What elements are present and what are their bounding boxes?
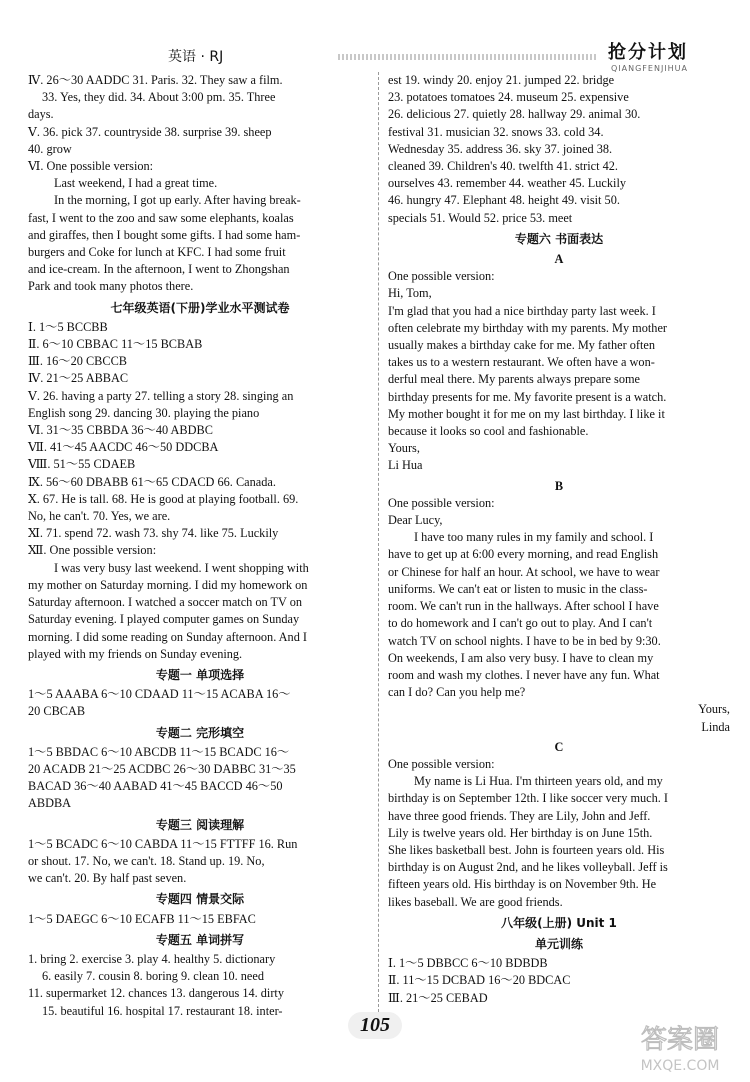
letter-greeting: Dear Lucy, [388,513,443,528]
version-label: One possible version: [388,495,495,510]
text-line: Ⅴ. 36. pick 37. countryside 38. surprise 39. sheep [28,124,272,139]
answer-line: 15. beautiful 16. hospital 17. restaurant 18. inter- [42,1003,283,1018]
answer-line: 1～5 AAABA 6～10 CDAAD 11～15 ACABA 16～ [28,687,291,702]
section-title: 专题六 书面表达 [514,231,604,246]
essay-line: birthday is on August 2nd, and he likes volleyball. Jeff is [388,860,668,875]
essay-line: She likes basketball best. John is fourteen years old. His [388,842,665,857]
section-title: 专题五 单词拼写 [155,932,245,947]
answer-line: Ⅸ. 56～60 DBABB 61～65 CDACD 66. Canada. [28,474,276,489]
letter-greeting: Hi, Tom, [388,286,432,301]
answer-line: 20 ACADB 21～25 ACDBC 26～30 DABBC 31～35 [28,761,296,776]
answer-line: specials 51. Would 52. price 53. meet [388,210,573,225]
essay-line: I was very busy last weekend. I went shopping with [54,560,309,575]
letter-signature: Linda [701,719,730,734]
section-title: 专题一 单项选择 [155,667,245,682]
essay-line: room. We can't run in the hallways. After school I have [388,599,659,614]
essay-line: fifteen years old. His birthday is on November 9th. He [388,877,657,892]
answer-line: Ⅴ. 26. having a party 27. telling a story 28. singing an [28,388,294,403]
letter-close: Yours, [698,702,730,717]
letter-signature: Li Hua [388,458,423,473]
letter-close: Yours, [388,441,420,456]
version-label: One possible version: [388,269,495,284]
answer-line: Ⅲ. 16～20 CBCCB [28,354,127,369]
answer-line: we can't. 20. By half past seven. [28,871,187,886]
text-line: 40. grow [28,141,72,156]
answer-line: Ⅲ. 21～25 CEBAD [388,990,488,1005]
answer-line: BACAD 36～40 AABAD 41～45 BACCD 46～50 [28,779,283,794]
essay-line: Park and took many photos there. [28,279,194,294]
page-header [28,28,728,72]
answer-line: festival 31. musician 32. snows 33. cold 34. [388,124,604,139]
answer-line: est 19. windy 20. enjoy 21. jumped 22. bridge [388,73,615,87]
text-line: 33. Yes, they did. 34. About 3:00 pm. 35. Three [42,90,276,105]
answer-line: 6. easily 7. cousin 8. boring 9. clean 10. need [42,969,264,984]
left-column [28,72,372,1020]
answer-line: Ⅺ. 71. spend 72. wash 73. shy 74. like 75. Luckily [28,526,279,541]
answer-line: Ⅶ. 41～45 AACDC 46～50 DDCBA [28,440,219,455]
answer-line: 1～5 DAEGC 6～10 ECAFB 11～15 EBFAC [28,911,256,926]
answer-line: Ⅰ. 1～5 BCCBB [28,319,108,334]
answer-line: English song 29. dancing 30. playing the piano [28,405,260,420]
section-title: 专题二 完形填空 [155,725,245,740]
right-column [388,72,730,1007]
essay-line: morning. I did some reading on Sunday afternoon. And I [28,629,308,644]
essay-line: can I do? Can you help me? [388,685,526,700]
section-subtitle: 单元训练 [534,936,583,951]
essay-line: watch TV on school nights. I have to be in bed by 9:30. [388,633,661,648]
answer-line: or shout. 17. No, we can't. 18. Stand up. 19. No, [28,853,265,868]
answer-line: Ⅹ. 67. He is tall. 68. He is good at playing football. 69. [28,491,299,506]
essay-line: to do homework and I can't go out to play. And I can't [388,616,653,631]
essay-line: takes us to a western restaurant. We often have a won- [388,355,655,370]
answer-line: 26. delicious 27. quietly 28. hallway 29. animal 30. [388,107,641,122]
page-number: 105 [348,1012,402,1039]
subject-label: 英语 · RJ [168,49,224,65]
brand-title: 抢分计划 [608,42,688,63]
essay-line: birthday is on September 12th. I like soccer very much. I [388,791,669,806]
text-line: days. [28,107,54,122]
section-title: 七年级英语(下册)学业水平测试卷 [110,300,290,315]
part-label: C [554,739,564,754]
brand-pinyin: QIANGFENJIHUA [610,64,688,73]
essay-line: have to get up at 6:00 every morning, and read English [388,547,659,562]
answer-line: 23. potatoes tomatoes 24. museum 25. expensive [388,90,629,105]
version-label: One possible version: [388,756,495,771]
essay-line: have three good friends. They are Lily, John and Jeff. [388,808,651,823]
essay-line: fast, I went to the zoo and saw some elephants, koalas [28,210,294,225]
essay-line: uniforms. We can't eat or listen to music in the class- [388,581,648,596]
watermark-logo [616,1014,744,1076]
text-line: Ⅵ. One possible version: [28,159,154,174]
essay-line: because it looks so cool and fashionable. [388,424,589,439]
answer-line: 1. bring 2. exercise 3. play 4. healthy 5. dictionary [28,951,276,966]
essay-line: birthday presents for me. My favorite present is a watch. [388,389,667,404]
essay-line: I have too many rules in my family and school. I [414,530,654,545]
text-line: Ⅳ. 26～30 AADDC 31. Paris. 32. They saw a film. [28,73,283,87]
answer-line: Ⅻ. One possible version: [28,543,157,558]
answer-line: ourselves 43. remember 44. weather 45. Luckily [388,176,627,191]
essay-line: I'm glad that you had a nice birthday party last week. I [388,303,656,318]
essay-line: Saturday afternoon. I watched a soccer match on TV on [28,595,303,610]
essay-line: derful meal there. My parents always prepare some [388,372,640,387]
essay-line: My name is Li Hua. I'm thirteen years old, and my [414,774,663,789]
answer-line: Wednesday 35. address 36. sky 37. joined 38. [388,141,613,156]
answer-line: 46. hungry 47. Elephant 48. height 49. visit 50. [388,193,620,208]
essay-line: On weekends, I am also very busy. I have to clean my [388,650,654,665]
essay-line: played with my friends on Sunday evening. [28,646,243,661]
essay-line: My mother bought it for me on my last birthday. I like it [388,406,665,421]
section-title: 专题四 情景交际 [155,892,245,907]
answer-line: ABDBA [28,796,72,811]
essay-line: and ice-cream. In the afternoon, I went to Zhongshan [28,262,290,277]
section-title: 八年级(上册) Unit 1 [501,915,617,930]
answer-line: No, he can't. 70. Yes, we are. [28,509,171,524]
essay-line: Last weekend, I had a great time. [54,176,218,191]
essay-line: and giraffes, then I bought some gifts. I had some ham- [28,227,301,242]
answer-line: 1～5 BCADC 6～10 CABDA 11～15 FTTFF 16. Run [28,836,298,851]
essay-line: usually makes a birthday cake for me. My father often [388,338,656,353]
watermark-url: MXQE.COM [640,1058,720,1074]
essay-line: In the morning, I got up early. After having break- [54,193,301,208]
answer-line: 11. supermarket 12. chances 13. dangerous 14. dirty [28,986,285,1001]
essay-line: Lily is twelve years old. Her birthday is on June 15th. [388,825,653,840]
essay-line: room and wash my clothes. I never have any fun. What [388,667,660,682]
essay-line: my mother on Saturday morning. I did my homework on [28,577,308,592]
answer-line: Ⅷ. 51～55 CDAEB [28,457,136,472]
answer-line: cleaned 39. Children's 40. twelfth 41. strict 42. [388,159,619,174]
header-dots [338,54,598,60]
essay-line: often celebrate my birthday with my parents. My mother [388,320,667,335]
answer-line: 20 CBCAB [28,704,86,719]
part-label: A [554,252,564,267]
answer-line: Ⅵ. 31～35 CBBDA 36～40 ABDBC [28,423,213,438]
essay-line: likes baseball. We are good friends. [388,894,563,909]
watermark-text: 答案圈 [640,1025,720,1055]
essay-line: burgers and Coke for lunch at KFC. I had some fruit [28,245,286,260]
section-title: 专题三 阅读理解 [155,817,245,832]
essay-line: or Chinese for half an hour. At school, we have to wear [388,564,660,579]
column-divider [378,72,379,1012]
answer-line: Ⅱ. 6～10 CBBAC 11～15 BCBAB [28,337,203,352]
part-label: B [554,478,564,493]
answer-line: Ⅳ. 21～25 ABBAC [28,371,129,386]
answer-line: 1～5 BBDAC 6～10 ABCDB 11～15 BCADC 16～ [28,744,290,759]
answer-line: Ⅱ. 11～15 DCBAD 16～20 BDCAC [388,973,571,988]
essay-line: Saturday evening. I played computer games on Sunday [28,612,300,627]
answer-line: Ⅰ. 1～5 DBBCC 6～10 BDBDB [388,956,548,971]
